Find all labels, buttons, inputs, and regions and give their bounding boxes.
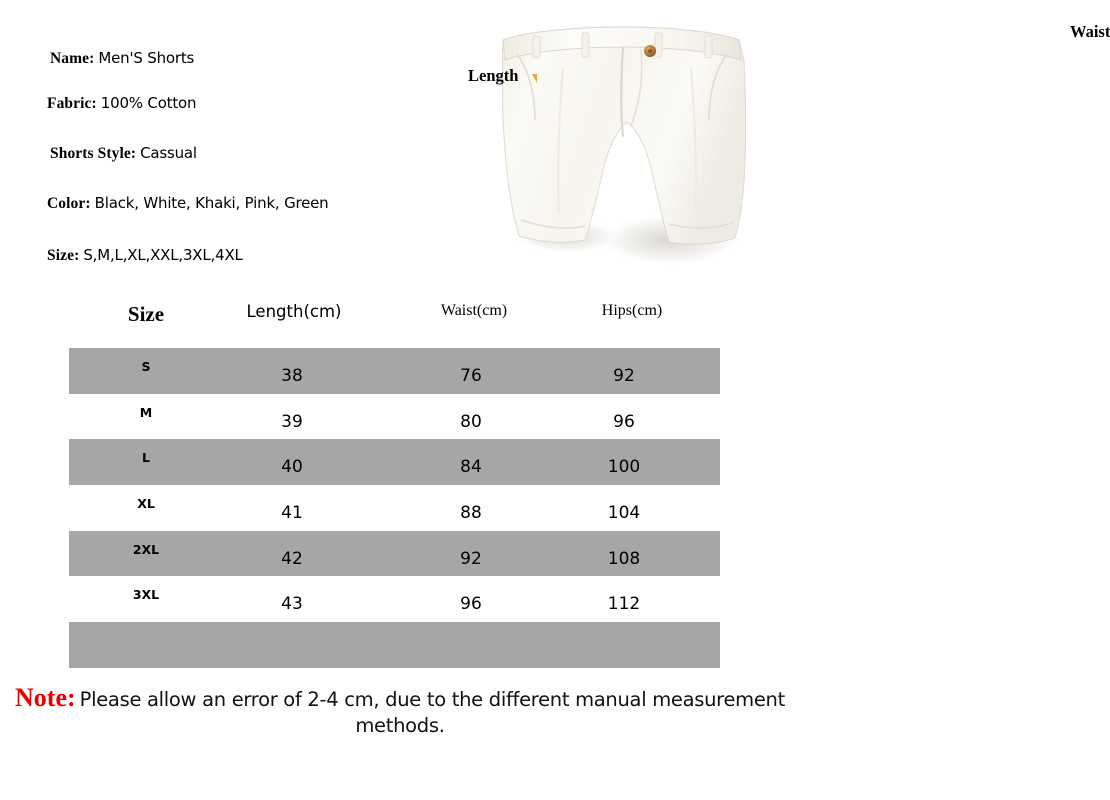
shorts-illustration — [455, 8, 800, 293]
belt-loop-left — [533, 36, 540, 58]
table-row — [69, 439, 720, 485]
spec-row-name — [50, 51, 194, 67]
table-row — [69, 348, 720, 394]
spec-row-size — [47, 248, 243, 264]
product-photo — [455, 8, 1110, 293]
shorts-button-hole — [648, 49, 652, 53]
belt-loop-right — [705, 36, 712, 58]
spec-value-color: Black, White, Khaki, Pink, Green — [94, 194, 329, 212]
cell-length: 39 — [281, 411, 303, 432]
table-row — [69, 485, 720, 531]
size-table — [69, 302, 720, 668]
cell-waist: 80 — [460, 411, 482, 432]
cell-hips: 104 — [607, 503, 641, 524]
cell-length: 40 — [281, 457, 303, 478]
spec-label-size: Size: — [47, 247, 80, 264]
cell-waist: 96 — [460, 594, 482, 615]
cell-size: 3XL — [132, 587, 160, 603]
spec-value-style: Cassual — [140, 144, 197, 162]
spec-row-fabric — [47, 96, 196, 112]
table-row — [69, 576, 720, 622]
cell-length: 41 — [281, 503, 303, 524]
column-header-waist: Waist(cm) — [440, 302, 508, 319]
cell-waist: 92 — [460, 548, 482, 569]
cell-waist: 84 — [460, 457, 482, 478]
measurement-note — [0, 682, 800, 738]
spec-value-name: Men'S Shorts — [98, 49, 195, 67]
belt-loop-right-center — [655, 33, 662, 57]
cell-hips: 92 — [613, 366, 635, 386]
cell-size: L — [142, 450, 150, 466]
cell-length: 38 — [281, 366, 303, 386]
note-title: Note: — [15, 683, 76, 712]
spec-label-style: Shorts Style: — [50, 145, 137, 162]
belt-loop-left-center — [582, 33, 589, 57]
cell-size: S — [141, 359, 151, 374]
shorts-body — [502, 27, 746, 244]
spec-row-style — [50, 146, 197, 162]
cell-hips: 112 — [607, 594, 641, 615]
spec-label-name: Name: — [50, 50, 95, 67]
cell-waist: 76 — [460, 366, 482, 386]
cell-waist: 88 — [460, 503, 482, 524]
cell-length: 43 — [281, 594, 303, 615]
cell-size: XL — [137, 496, 155, 512]
spec-value-size: S,M,L,XL,XXL,3XL,4XL — [83, 246, 243, 264]
spec-value-fabric: 100% Cotton — [100, 94, 197, 112]
cell-size: 2XL — [132, 541, 160, 557]
column-header-size: Size — [127, 302, 165, 326]
column-header-length: Length(cm) — [246, 302, 342, 321]
cell-hips: 96 — [613, 411, 635, 432]
spec-label-fabric: Fabric: — [47, 95, 97, 112]
spec-label-color: Color: — [47, 195, 91, 212]
spec-row-color — [47, 196, 329, 212]
length-arrow-icon — [532, 74, 537, 83]
size-table-header-row — [69, 302, 720, 348]
cell-hips: 100 — [607, 457, 641, 478]
waist-measure-label: Waist — [1070, 22, 1110, 41]
table-row — [69, 531, 720, 577]
cell-hips: 108 — [607, 548, 641, 569]
column-header-hips: Hips(cm) — [601, 302, 663, 319]
table-row — [69, 622, 720, 668]
length-measure-label: Length — [468, 66, 519, 85]
cell-length: 42 — [281, 548, 303, 569]
table-row — [69, 394, 720, 440]
note-body: Please allow an error of 2-4 cm, due to the different manual measurement methods. — [79, 688, 785, 737]
cell-size: M — [139, 404, 153, 420]
